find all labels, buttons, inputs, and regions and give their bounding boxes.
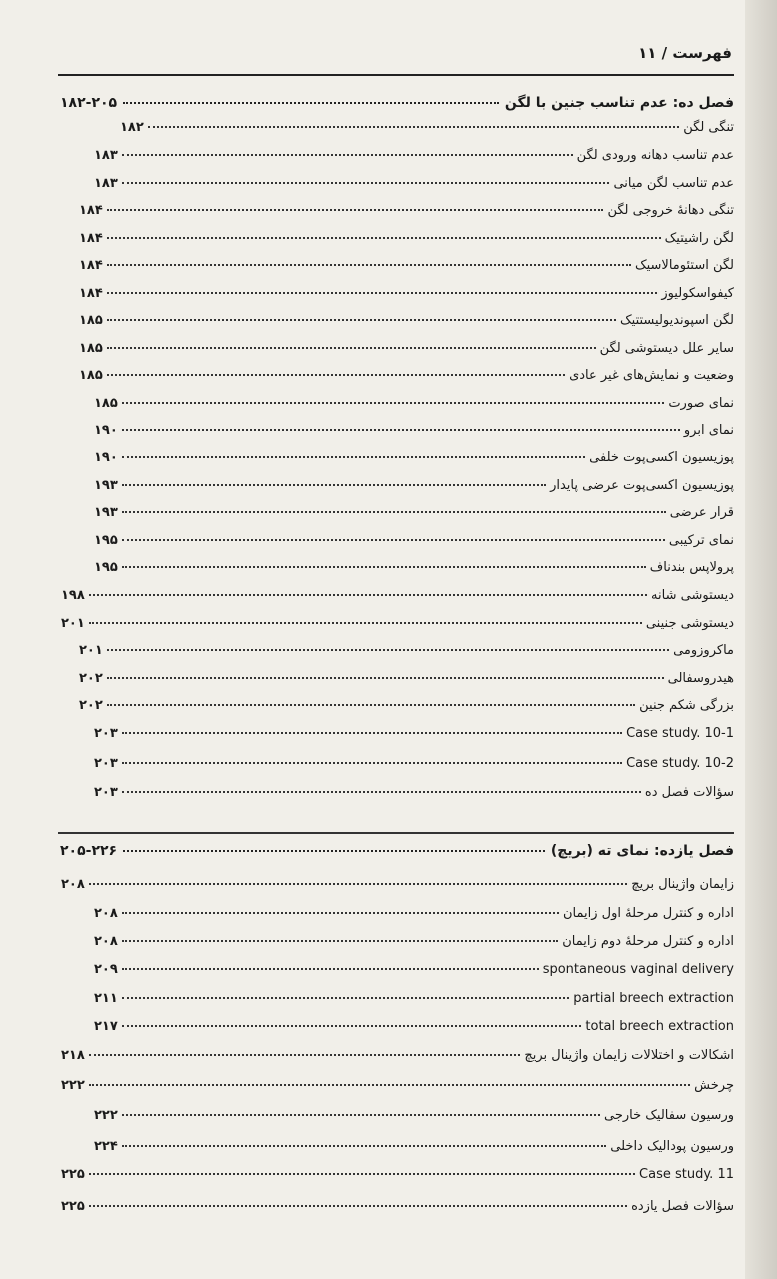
entry-title: پرولاپس بندناف	[649, 559, 734, 575]
leader-dots	[122, 456, 585, 458]
leader-dots	[122, 154, 573, 156]
leader-dots	[123, 102, 499, 104]
toc-entry[interactable]	[61, 584, 734, 606]
toc-entry[interactable]	[94, 419, 734, 441]
entry-page: ۲۲۴	[94, 1138, 118, 1154]
entry-page: ۲۰۸	[61, 876, 85, 892]
entry-page: ۱۸۴	[79, 257, 103, 273]
toc-entry[interactable]	[94, 392, 734, 414]
entry-title: بزرگی شکم جنین	[639, 697, 734, 713]
entry-title: سؤالات فصل ده	[644, 784, 734, 800]
toc-entry[interactable]	[94, 987, 734, 1009]
toc-entry[interactable]	[79, 309, 734, 331]
entry-title: ورسیون سفالیک خارجی	[604, 1107, 734, 1123]
leader-dots	[107, 374, 565, 376]
entry-page: ۲۲۲	[94, 1107, 118, 1123]
entry-page: ۲۱۸	[61, 1047, 85, 1063]
leader-dots	[107, 319, 616, 321]
entry-title: دیستوشی جنینی	[645, 615, 734, 631]
entry-title: partial breech extraction	[573, 990, 734, 1006]
page-edge	[745, 0, 777, 1279]
leader-dots	[148, 126, 679, 128]
entry-page: ۱۸۳	[94, 147, 118, 163]
entry-title: ورسیون پودالیک داخلی	[610, 1138, 734, 1154]
entry-page: ۲۰۸	[94, 905, 118, 921]
toc-entry[interactable]	[79, 639, 734, 661]
entry-title: پوزیسیون اکسی‌پوت عرضی پایدار	[550, 477, 734, 493]
entry-page: ۲۰۸	[94, 933, 118, 949]
entry-page: ۱۸۴	[79, 230, 103, 246]
leader-dots	[107, 704, 635, 706]
leader-dots	[122, 762, 622, 764]
chapter-11-heading	[60, 840, 734, 862]
leader-dots	[89, 883, 627, 885]
leader-dots	[122, 940, 558, 942]
toc-entry[interactable]	[79, 282, 734, 304]
entry-title: هیدروسفالی	[667, 670, 734, 686]
header-rule	[58, 74, 734, 76]
toc-entry[interactable]	[79, 694, 734, 716]
entry-page: ۲۱۱	[94, 990, 118, 1006]
entry-title: spontaneous vaginal delivery	[542, 961, 734, 977]
toc-entry[interactable]	[94, 144, 734, 166]
leader-dots	[122, 997, 569, 999]
entry-title: کیفواسکولیوز	[661, 285, 734, 301]
leader-dots	[122, 539, 665, 541]
entry-title: لگن راشیتیک	[664, 230, 734, 246]
entry-title: تنگی دهانهٔ خروجی لگن	[607, 202, 734, 218]
entry-title: ماکروزومی	[673, 642, 734, 658]
leader-dots	[89, 1205, 627, 1207]
entry-page: ۱۹۰	[94, 449, 118, 465]
entry-title: قرار عرضی	[669, 504, 734, 520]
leader-dots	[122, 968, 539, 970]
leader-dots	[122, 429, 680, 431]
entry-title: سؤالات فصل یازده	[631, 1198, 734, 1214]
leader-dots	[122, 1145, 606, 1147]
entry-page: ۱۸۵	[79, 367, 103, 383]
toc-entry[interactable]	[61, 1074, 734, 1096]
entry-page: ۲۰۳	[94, 784, 118, 800]
leader-dots	[122, 791, 641, 793]
entry-title: سایر علل دیستوشی لگن	[599, 340, 734, 356]
entry-title: زایمان واژینال بریچ	[631, 876, 734, 892]
entry-page: ۲۰۲	[79, 670, 103, 686]
toc-entry[interactable]	[94, 1015, 734, 1037]
toc-entry[interactable]	[79, 667, 734, 689]
running-head: فهرست / ۱۱	[638, 44, 732, 62]
entry-title: چرخش	[694, 1077, 734, 1093]
entry-page: ۱۸۵	[94, 395, 118, 411]
leader-dots	[122, 912, 559, 914]
entry-title: Case study. 10-1	[626, 725, 734, 741]
leader-dots	[107, 237, 661, 239]
toc-entry[interactable]	[94, 556, 734, 578]
toc-entry[interactable]	[94, 474, 734, 496]
entry-page: ۱۹۳	[94, 477, 118, 493]
leader-dots	[107, 292, 658, 294]
entry-title: دیستوشی شانه	[651, 587, 734, 603]
toc-entry[interactable]	[61, 612, 734, 634]
toc-entry[interactable]	[79, 199, 734, 221]
toc-entry[interactable]	[61, 873, 734, 895]
leader-dots	[123, 850, 545, 852]
leader-dots	[107, 264, 631, 266]
entry-page: ۲۰۳	[94, 755, 118, 771]
entry-title: اشکالات و اختلالات زایمان واژینال بریچ	[524, 1047, 734, 1063]
entry-title: لگن استئومالاسیک	[634, 257, 734, 273]
entry-page: ۱۹۵	[94, 559, 118, 575]
leader-dots	[107, 649, 669, 651]
leader-dots	[89, 594, 647, 596]
entry-page: ۱۸۴	[79, 285, 103, 301]
toc-entry[interactable]	[61, 1163, 734, 1185]
entry-title: اداره و کنترل مرحلهٔ اول زایمان	[562, 905, 734, 921]
toc-entry[interactable]	[79, 337, 734, 359]
entry-page: ۲۱۷	[94, 1018, 118, 1034]
chapter-title: فصل یازده: نمای ته (بریچ)	[550, 843, 734, 859]
toc-entry[interactable]	[94, 930, 734, 952]
entry-title: Case study. 10-2	[626, 755, 734, 771]
entry-title: total breech extraction	[585, 1018, 734, 1034]
chapter-title: فصل ده: عدم تناسب جنین با لگن	[504, 95, 734, 111]
entry-page: ۲۰۱	[79, 642, 103, 658]
leader-dots	[122, 182, 610, 184]
entry-title: لگن اسپوندیولیستتیک	[620, 312, 734, 328]
leader-dots	[107, 209, 604, 211]
entry-title: نمای صورت	[668, 395, 734, 411]
leader-dots	[107, 347, 596, 349]
leader-dots	[122, 511, 666, 513]
toc-entry[interactable]	[94, 902, 734, 924]
entry-page: ۱۹۵	[94, 532, 118, 548]
entry-title: پوزیسیون اکسی‌پوت خلفی	[589, 449, 734, 465]
toc-entry[interactable]	[94, 958, 734, 980]
entry-title: Case study. 11	[639, 1166, 734, 1182]
toc-entry[interactable]	[94, 501, 734, 523]
toc-entry[interactable]	[94, 752, 734, 774]
entry-title: اداره و کنترل مرحلهٔ دوم زایمان	[562, 933, 734, 949]
leader-dots	[122, 1114, 600, 1116]
leader-dots	[122, 732, 622, 734]
entry-page: ۲۰۲	[79, 697, 103, 713]
toc-entry[interactable]	[94, 1135, 734, 1157]
leader-dots	[122, 566, 646, 568]
entry-title: عدم تناسب دهانه ورودی لگن	[576, 147, 734, 163]
entry-page: ۱۹۳	[94, 504, 118, 520]
leader-dots	[89, 1173, 635, 1175]
leader-dots	[89, 622, 642, 624]
leader-dots	[122, 484, 546, 486]
entry-page: ۱۸۳	[94, 175, 118, 191]
leader-dots	[107, 677, 664, 679]
toc-entry[interactable]	[94, 446, 734, 468]
entry-page: ۱۹۸	[61, 587, 85, 603]
entry-title: نمای ابرو	[683, 422, 734, 438]
toc-entry[interactable]	[79, 227, 734, 249]
entry-page: ۲۲۵	[61, 1198, 85, 1214]
entry-title: وضعیت و نمایش‌های غیر عادی	[569, 367, 734, 383]
entry-page: ۲۲۵	[61, 1166, 85, 1182]
entry-title: عدم تناسب لگن میانی	[613, 175, 734, 191]
entry-page: ۱۹۰	[94, 422, 118, 438]
leader-dots	[89, 1084, 690, 1086]
entry-page: ۲۰۳	[94, 725, 118, 741]
toc-entry[interactable]	[94, 529, 734, 551]
leader-dots	[122, 402, 665, 404]
toc-entry[interactable]	[79, 254, 734, 276]
chapter-page-range: ۲۰۵-۲۲۶	[60, 843, 118, 859]
entry-page: ۱۸۲	[120, 119, 144, 135]
entry-title: نمای ترکیبی	[668, 532, 734, 548]
chapter-10-heading	[60, 92, 734, 114]
chapter-divider	[58, 832, 734, 834]
entry-page: ۱۸۵	[79, 340, 103, 356]
chapter-page-range: ۱۸۲-۲۰۵	[60, 95, 118, 111]
toc-entry[interactable]	[79, 364, 734, 386]
toc-entry[interactable]	[61, 1195, 734, 1217]
entry-page: ۱۸۵	[79, 312, 103, 328]
toc-entry[interactable]	[94, 1104, 734, 1126]
toc-entry[interactable]	[94, 722, 734, 744]
entry-page: ۲۰۹	[94, 961, 118, 977]
toc-entry[interactable]	[120, 116, 734, 138]
toc-entry[interactable]	[94, 172, 734, 194]
entry-title: تنگی لگن	[683, 119, 734, 135]
toc-entry[interactable]	[94, 781, 734, 803]
entry-page: ۲۲۲	[61, 1077, 85, 1093]
entry-page: ۲۰۱	[61, 615, 85, 631]
toc-entry[interactable]	[61, 1044, 734, 1066]
leader-dots	[122, 1025, 582, 1027]
leader-dots	[89, 1054, 521, 1056]
entry-page: ۱۸۴	[79, 202, 103, 218]
